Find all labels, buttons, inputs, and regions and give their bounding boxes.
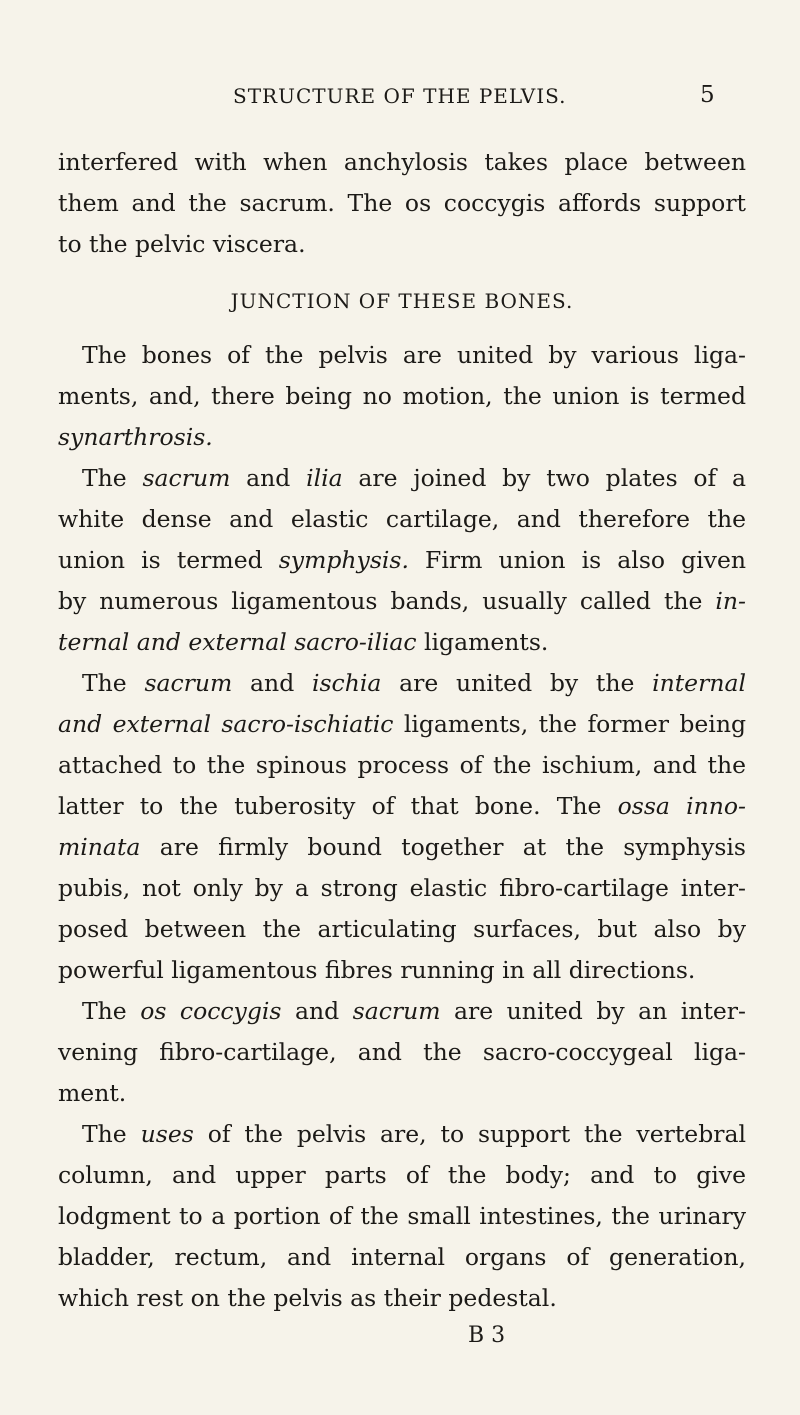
- text-line: [58, 1196, 746, 1237]
- text-line: [58, 622, 746, 663]
- text-run: bladder, rectum, and internal organs of generation,: [58, 1243, 746, 1271]
- text-run: Firm union is also given: [408, 546, 746, 574]
- text-run: and: [232, 669, 312, 697]
- italic-term: ternal and external sacro-iliac: [58, 628, 417, 656]
- italic-term: and external sacro-ischiatic: [58, 710, 394, 738]
- italic-term: symphysis.: [278, 546, 409, 574]
- text-line: [58, 909, 746, 950]
- text-run: The: [82, 1120, 141, 1148]
- text-line: [58, 991, 746, 1032]
- text-line: [58, 1073, 746, 1114]
- italic-term: ilia: [306, 464, 343, 492]
- text-run: are united by the: [381, 669, 653, 697]
- page-number: 5: [700, 82, 715, 108]
- text-run: are united by an inter-: [440, 997, 746, 1025]
- text-run: which rest on the pelvis as their pedestal.: [58, 1284, 557, 1312]
- text-run: pubis, not only by a strong elastic fibro-cartilage inter-: [58, 874, 746, 902]
- section-heading: JUNCTION OF THESE BONES.: [230, 289, 574, 313]
- text-run: vening fibro-cartilage, and the sacro-coccygeal liga-: [58, 1038, 746, 1066]
- text-run: powerful ligamentous fibres running in all directions.: [58, 956, 696, 984]
- text-line: [58, 1237, 746, 1278]
- text-run: The: [82, 464, 143, 492]
- text-run: by numerous ligamentous bands, usually called the: [58, 587, 716, 615]
- text-line: [58, 663, 746, 704]
- text-run: and: [230, 464, 307, 492]
- italic-term: ossa inno-: [617, 792, 746, 820]
- text-run: are joined by two plates of a: [342, 464, 747, 492]
- text-run: white dense and elastic cartilage, and therefore the: [58, 505, 746, 533]
- text-run: to the pelvic viscera.: [58, 230, 306, 258]
- text-line: [58, 417, 746, 458]
- text-run: are firmly bound together at the symphysis: [140, 833, 746, 861]
- text-run: posed between the articulating surfaces, but also by: [58, 915, 746, 943]
- text-run: column, and upper parts of the body; and to give: [58, 1161, 746, 1189]
- italic-term: os coccygis: [140, 997, 282, 1025]
- text-line: [58, 745, 746, 786]
- text-line: [58, 827, 746, 868]
- text-line: [58, 540, 746, 581]
- text-run: interfered with when anchylosis takes place between: [58, 148, 746, 176]
- text-run: them and the sacrum. The os coccygis affords support: [58, 189, 746, 217]
- italic-term: uses: [140, 1120, 194, 1148]
- italic-term: minata: [58, 833, 141, 861]
- text-line: [58, 499, 746, 540]
- text-line: [58, 950, 746, 991]
- text-line: [58, 142, 746, 183]
- text-run: union is termed: [58, 546, 279, 574]
- text-line: [58, 335, 746, 376]
- text-run: attached to the spinous process of the ischium, and the: [58, 751, 746, 779]
- italic-term: internal: [652, 669, 746, 697]
- text-run: The: [82, 669, 145, 697]
- text-run: ligaments.: [416, 628, 549, 656]
- text-line: [58, 868, 746, 909]
- text-run: The: [82, 997, 141, 1025]
- italic-term: ischia: [311, 669, 382, 697]
- text-run: The bones of the pelvis are united by various liga-: [82, 341, 746, 369]
- italic-term: sacrum: [142, 464, 231, 492]
- italic-term: sacrum: [352, 997, 441, 1025]
- text-line: [58, 581, 746, 622]
- text-line: [58, 376, 746, 417]
- text-run: latter to the tuberosity of that bone. The: [58, 792, 618, 820]
- text-run: lodgment to a portion of the small intestines, the urinary: [58, 1202, 746, 1230]
- text-line: [58, 1114, 746, 1155]
- text-run: ligaments, the former being: [393, 710, 746, 738]
- text-line: [58, 183, 746, 224]
- text-line: [58, 1278, 746, 1319]
- text-run: and: [281, 997, 353, 1025]
- text-run: ment.: [58, 1079, 127, 1107]
- text-line: [58, 458, 746, 499]
- italic-term: synarthrosis.: [58, 423, 213, 451]
- text-line: [58, 786, 746, 827]
- running-head: [0, 84, 800, 114]
- italic-term: sacrum: [144, 669, 233, 697]
- text-run: ments, and, there being no motion, the union is termed: [58, 382, 746, 410]
- text-line: [58, 224, 746, 265]
- text-run: of the pelvis are, to support the vertebral: [193, 1120, 746, 1148]
- body-text: [58, 142, 746, 1353]
- running-title: STRUCTURE OF THE PELVIS.: [233, 84, 567, 108]
- italic-term: in-: [715, 587, 746, 615]
- signature-mark: B 3: [468, 1323, 506, 1348]
- text-line: [58, 704, 746, 745]
- text-line: [58, 1155, 746, 1196]
- text-line: [58, 1032, 746, 1073]
